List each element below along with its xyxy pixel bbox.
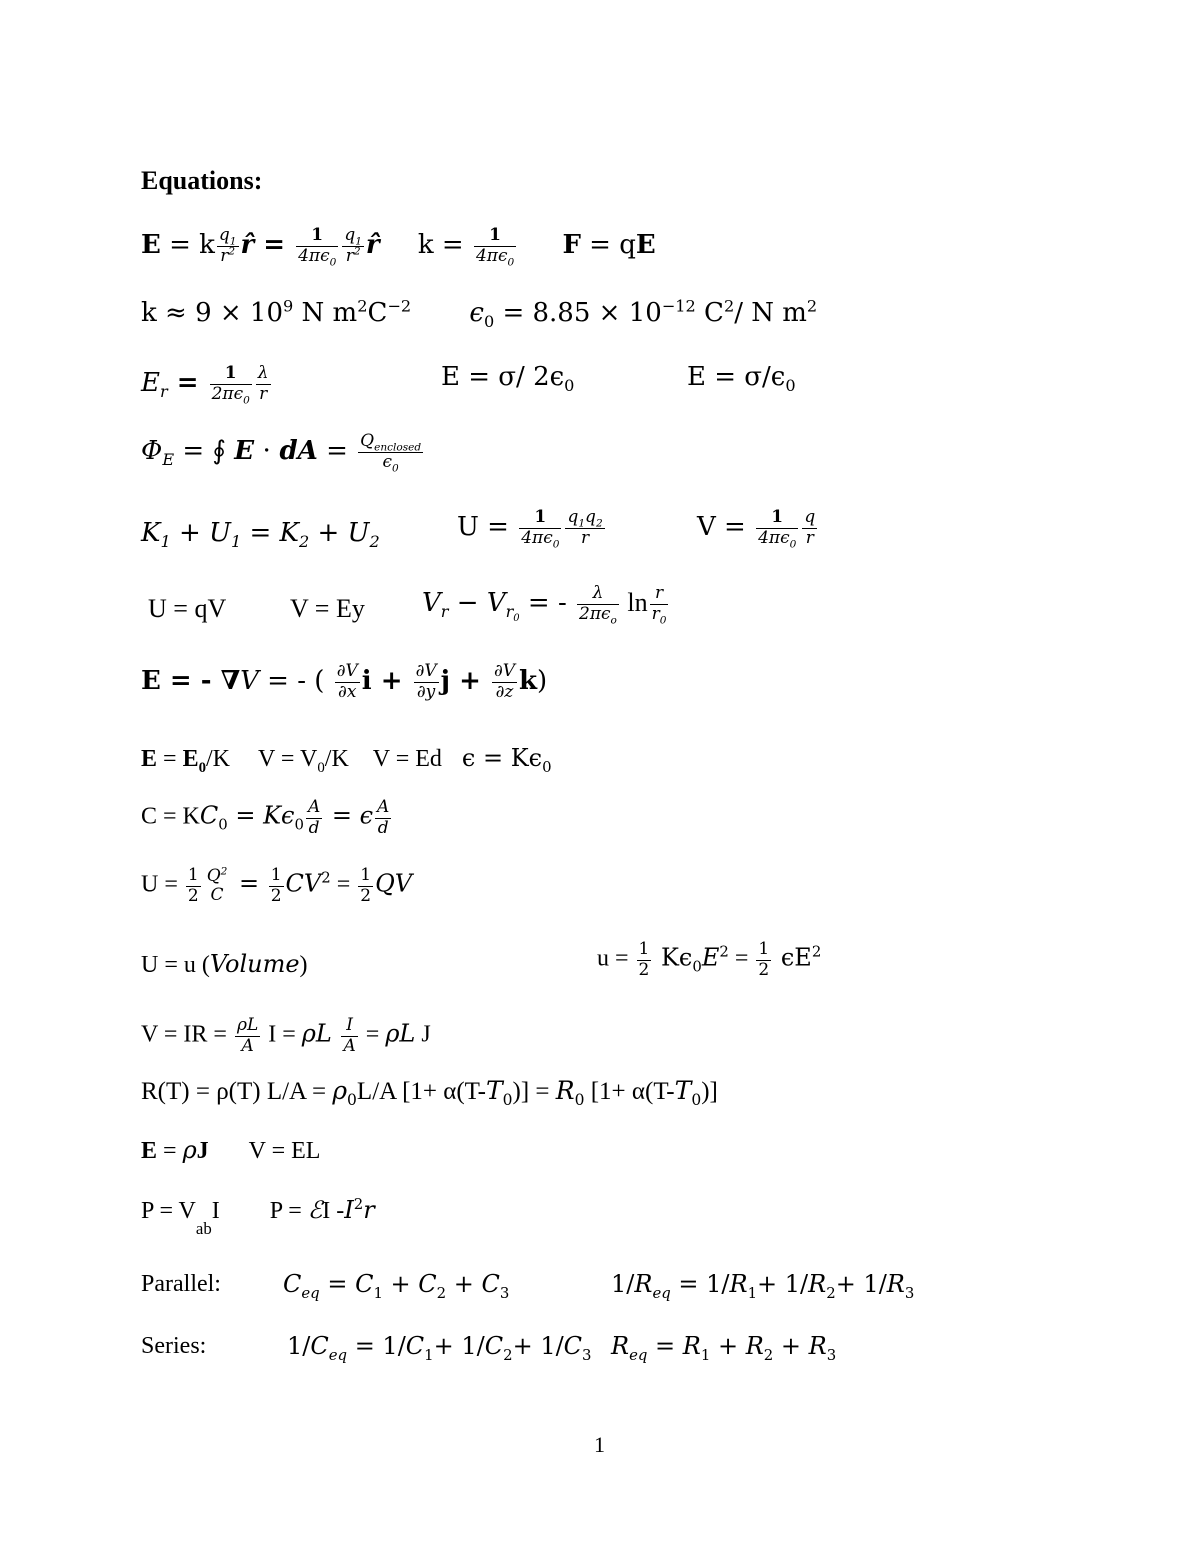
eq-text: =	[647, 1332, 683, 1360]
eq-text: + 1/	[433, 1332, 485, 1360]
eq-text: )	[299, 952, 308, 978]
eq-text: +	[170, 518, 210, 548]
equation-gauss	[141, 432, 425, 482]
eq-text: = - (	[258, 666, 333, 697]
eq-text: A	[307, 797, 321, 817]
eq-text: E	[141, 1138, 158, 1164]
eq-text: eq	[328, 1345, 348, 1364]
eq-text: q	[567, 507, 579, 527]
fraction	[205, 864, 230, 906]
fraction	[306, 798, 322, 838]
eq-text: C	[695, 298, 724, 328]
eq-text: 3	[826, 1345, 837, 1364]
eq-text: =	[157, 746, 183, 772]
equation-current-density	[141, 1138, 320, 1163]
eq-text: 1	[424, 1345, 434, 1364]
eq-text: = ∮	[174, 436, 235, 467]
eq-text: q	[585, 507, 596, 527]
eq-text: U = u (	[141, 952, 210, 978]
eq-text: q	[218, 225, 230, 245]
eq-text: T	[485, 1076, 503, 1105]
eq-text: =	[241, 518, 280, 548]
eq-text: 3	[582, 1345, 592, 1364]
fraction	[802, 508, 817, 548]
equation-constants	[141, 296, 818, 332]
eq-text: 3	[499, 1283, 510, 1302]
eq-text: 0	[317, 759, 325, 776]
eq-text: 1	[373, 1283, 383, 1302]
eq-text: 2	[220, 864, 228, 877]
eq-text: r	[580, 527, 590, 548]
eq-text: 2	[298, 532, 310, 552]
eq-text: [1+ α(T-	[584, 1078, 675, 1105]
eq-text: i	[361, 666, 372, 697]
eq-text: A	[377, 797, 390, 817]
eq-text: =	[167, 368, 208, 399]
eq-text: R	[729, 1270, 748, 1298]
fraction	[756, 940, 771, 980]
eq-text: ρL	[301, 1019, 340, 1048]
eq-text: I	[344, 1196, 354, 1224]
eq-text: q	[804, 507, 816, 527]
eq-text: 0	[347, 1091, 357, 1109]
eq-text: λ	[257, 363, 269, 383]
eq-text: 1	[474, 226, 516, 247]
eq-text: =	[330, 871, 357, 898]
eq-text: =	[728, 945, 755, 972]
equation-cap-energy	[141, 866, 412, 916]
eq-text: E	[141, 368, 160, 399]
eq-text: ρ	[182, 1136, 197, 1164]
eq-text: d	[308, 817, 320, 838]
eq-text: C	[484, 1332, 504, 1360]
equation-capacitance	[141, 798, 393, 848]
eq-text: +	[773, 1332, 809, 1360]
eq-text: P =	[269, 1198, 308, 1224]
eq-text: V = IR =	[141, 1021, 233, 1048]
eq-text: 2	[353, 244, 361, 257]
eq-text: ln	[620, 588, 648, 618]
eq-text: k =	[417, 230, 472, 261]
eq-text: R	[808, 1332, 827, 1360]
eq-text: r̂	[365, 230, 380, 261]
eq-text: E	[635, 230, 656, 261]
equation-coulomb	[141, 226, 656, 276]
eq-text: =	[324, 801, 360, 830]
eq-text: r	[159, 382, 168, 402]
fraction	[756, 508, 798, 548]
eq-text: 1	[519, 508, 561, 529]
eq-text: ∂V	[336, 661, 358, 681]
equation-resistance	[141, 1076, 718, 1109]
eq-text: C	[310, 1332, 329, 1360]
fraction	[217, 226, 239, 266]
eq-text: =	[319, 1270, 356, 1298]
eq-text: Φ	[141, 436, 163, 467]
fraction	[342, 226, 364, 266]
eq-text: QV	[375, 869, 413, 898]
eq-text: 3	[904, 1283, 915, 1302]
eq-text: = 8.85 × 10	[494, 298, 662, 328]
eq-text: enclosed	[374, 441, 422, 454]
eq-text: C	[199, 801, 219, 830]
eq-text: 1	[187, 865, 199, 885]
eq-text: 0	[574, 1091, 585, 1109]
eq-text: 1	[355, 235, 362, 248]
eq-text: 2	[595, 517, 603, 530]
fraction	[186, 866, 201, 906]
eq-text: Q	[360, 431, 375, 451]
fraction	[492, 662, 517, 702]
eq-text: eq	[629, 1345, 648, 1364]
eq-text: N m	[293, 298, 358, 328]
eq-text: 0	[507, 255, 515, 268]
eq-text: ϵE	[773, 943, 812, 972]
fraction	[565, 508, 604, 548]
eq-text: )]	[701, 1078, 718, 1105]
fraction	[375, 798, 391, 838]
eq-text: r	[440, 602, 449, 622]
eq-text: d	[377, 817, 389, 838]
eq-text: 0	[542, 757, 552, 776]
eq-text: R	[682, 1332, 701, 1360]
fraction	[210, 364, 252, 404]
eq-text: + 1/	[835, 1270, 887, 1298]
eq-text: r	[220, 245, 229, 266]
eq-text: eq	[652, 1283, 671, 1302]
eq-text: 2	[360, 885, 372, 906]
eq-text: u =	[597, 945, 635, 972]
eq-text: P = V	[141, 1198, 196, 1224]
eq-text: r	[651, 603, 660, 624]
eq-text: F	[562, 230, 581, 261]
eq-text: U	[209, 518, 231, 548]
eq-text: =	[359, 1021, 386, 1048]
eq-text: E = σ/ 2ϵ	[441, 362, 565, 392]
eq-text: )	[537, 666, 548, 697]
eq-text: /K	[324, 746, 349, 772]
eq-text: =	[317, 436, 357, 467]
eq-text: = -	[160, 666, 221, 697]
eq-text: Kϵ	[653, 943, 693, 972]
eq-text: C	[405, 1332, 425, 1360]
eq-text: 0	[243, 393, 250, 406]
eq-text: C	[355, 1270, 374, 1298]
eq-text: 1	[747, 1283, 758, 1302]
equation-ohm	[141, 1016, 431, 1066]
eq-text: k ≈ 9 × 10	[141, 298, 284, 328]
eq-text: = 1/	[670, 1270, 730, 1298]
eq-text: Kϵ	[263, 801, 295, 830]
eq-text: C	[418, 1270, 437, 1298]
eq-text: K	[141, 518, 161, 548]
eq-text: 1	[296, 226, 338, 247]
eq-text: =	[254, 230, 295, 261]
eq-text: 4πϵ	[298, 245, 330, 266]
eq-text: +	[446, 1270, 482, 1298]
eq-text: V	[422, 588, 441, 619]
fraction	[577, 584, 619, 624]
eq-text: R	[886, 1270, 905, 1298]
eq-text: 0	[198, 759, 207, 776]
eq-text: 1/	[287, 1332, 311, 1360]
eq-text: 0	[692, 957, 702, 976]
eq-text: R	[555, 1076, 575, 1105]
eq-text: 2	[811, 942, 822, 961]
fraction	[519, 508, 561, 548]
eq-text: E	[141, 230, 161, 261]
eq-text: j	[440, 666, 451, 697]
eq-text: 0	[552, 537, 560, 550]
eq-text: V	[240, 666, 259, 697]
eq-text: 4πϵ	[758, 527, 790, 548]
eq-text: r	[259, 383, 268, 404]
eq-text: r	[805, 527, 814, 548]
eq-text: 2	[369, 532, 380, 552]
eq-text: 2	[503, 1345, 513, 1364]
eq-text: 1	[270, 865, 282, 885]
eq-text: U =	[141, 871, 184, 898]
eq-text: 2	[723, 296, 735, 316]
eq-text: R	[745, 1332, 764, 1360]
eq-text: K	[279, 518, 299, 548]
eq-text: / N m	[734, 298, 807, 328]
eq-text: eq	[301, 1283, 320, 1302]
eq-text: = k	[160, 230, 215, 261]
eq-text: )] =	[512, 1078, 556, 1105]
eq-text: ∂z	[495, 681, 514, 702]
eq-text: ∂x	[338, 681, 357, 702]
eq-text: 0	[483, 312, 495, 332]
eq-text: R(T) = ρ(T) L/A =	[141, 1078, 333, 1105]
fraction	[358, 866, 373, 906]
fraction	[341, 1016, 357, 1056]
eq-text: U = qV	[148, 594, 227, 623]
eq-text: CV	[285, 869, 322, 898]
eq-text: T	[674, 1076, 692, 1105]
eq-text: 1	[578, 517, 586, 530]
heading: Equations:	[141, 166, 263, 195]
eq-text: 0	[329, 255, 337, 268]
eq-text: Series:	[141, 1333, 207, 1359]
eq-text: = -	[519, 588, 576, 619]
eq-text: 2	[270, 885, 282, 906]
eq-text: E	[234, 436, 255, 467]
eq-text: ℰ	[307, 1196, 323, 1224]
eq-text: r	[363, 1196, 375, 1224]
eq-text: 4πϵ	[521, 527, 553, 548]
eq-text: ab	[195, 1218, 212, 1238]
eq-text: V = EL	[248, 1138, 321, 1164]
eq-text: 2πϵ	[579, 603, 611, 624]
equation-dielectric	[141, 744, 552, 776]
eq-text: /K	[206, 746, 231, 772]
eq-text: 2	[758, 959, 770, 980]
page-number: 1	[594, 1432, 605, 1457]
eq-text: ϵ	[359, 801, 374, 830]
eq-text: 1	[230, 532, 242, 552]
eq-text: C	[283, 1270, 302, 1298]
eq-text: I -	[322, 1198, 345, 1224]
eq-text: 2	[806, 296, 818, 316]
eq-text: 1	[360, 865, 372, 885]
eq-text: E	[141, 666, 161, 697]
fraction	[256, 364, 271, 404]
eq-text: V	[486, 588, 506, 619]
eq-text: Q	[206, 865, 221, 886]
eq-text: I	[341, 1016, 357, 1037]
eq-text: C = K	[141, 803, 200, 830]
eq-text: A	[241, 1035, 254, 1056]
eq-text: −	[448, 588, 487, 619]
eq-text: 1	[638, 939, 650, 959]
eq-text: 2	[638, 959, 650, 980]
eq-text: U	[347, 518, 370, 548]
eq-text: 0	[691, 1091, 702, 1109]
eq-text: U =	[457, 512, 518, 543]
eq-text: 0	[513, 613, 520, 625]
eq-text: V = Ey	[290, 594, 365, 623]
eq-text: 0	[502, 1091, 513, 1109]
eq-text: J	[415, 1021, 431, 1048]
eq-text: R	[808, 1270, 827, 1298]
eq-text: = q	[580, 230, 636, 261]
eq-text: r	[505, 602, 514, 622]
eq-text: +	[371, 666, 412, 697]
eq-text: −12	[661, 296, 696, 316]
eq-text: R	[611, 1332, 630, 1360]
eq-text: ϵ	[382, 451, 393, 472]
eq-text: V =	[697, 512, 755, 543]
eq-text: C	[563, 1332, 583, 1360]
eq-text: 1	[210, 364, 252, 385]
eq-text: r̂	[240, 230, 255, 261]
eq-text: 0	[392, 461, 399, 474]
fraction	[269, 866, 284, 906]
eq-text: V = Ed	[372, 746, 442, 772]
eq-text: 9	[283, 296, 294, 316]
equation-gradient	[141, 662, 547, 712]
eq-text: o	[610, 613, 617, 626]
eq-text: ∂V	[415, 661, 437, 681]
eq-text: V = V	[258, 746, 318, 772]
eq-text: J	[196, 1138, 209, 1164]
eq-text: I	[211, 1198, 220, 1224]
eq-text: 2	[357, 296, 368, 316]
eq-text: +	[382, 1270, 419, 1298]
eq-text: E = σ/ϵ	[687, 362, 786, 392]
eq-text: ρL	[385, 1019, 416, 1048]
fraction	[235, 1016, 260, 1056]
eq-text: +	[309, 518, 348, 548]
eq-text: E	[182, 746, 199, 772]
eq-text: 1	[229, 235, 237, 248]
eq-text: + 1/	[512, 1332, 564, 1360]
eq-text: =	[157, 1138, 183, 1164]
eq-text: ∇	[220, 666, 241, 697]
eq-text: 0	[785, 376, 796, 396]
eq-text: r	[345, 245, 354, 266]
fraction	[474, 226, 516, 266]
eq-text: 1/	[611, 1270, 635, 1298]
eq-text: 2	[826, 1283, 836, 1302]
eq-text: Parallel:	[141, 1271, 221, 1297]
eq-text: +	[710, 1332, 746, 1360]
eq-text: 0	[564, 376, 575, 396]
eq-text: k	[519, 666, 538, 697]
eq-text: 0	[218, 815, 228, 834]
fraction	[296, 226, 338, 266]
fraction	[358, 432, 423, 472]
eq-text: 2	[353, 1195, 364, 1213]
eq-text: E	[701, 943, 720, 972]
eq-text: E	[162, 450, 175, 470]
eq-text: 2	[436, 1283, 447, 1302]
eq-text: 1	[700, 1345, 711, 1364]
eq-text: 2	[228, 244, 236, 257]
eq-text: 0	[294, 815, 304, 834]
eq-text: ϵ = Kϵ	[461, 744, 543, 772]
eq-text: 2πϵ	[211, 383, 244, 404]
equation-power	[141, 1195, 375, 1238]
eq-text: = 1/	[347, 1332, 406, 1360]
eq-text: r	[650, 584, 669, 605]
eq-text: C	[367, 298, 388, 328]
eq-text: ⋅	[254, 436, 280, 467]
eq-text: +	[450, 666, 490, 697]
eq-text: ∂y	[416, 681, 436, 702]
eq-text: λ	[577, 584, 619, 605]
eq-text: C	[210, 885, 224, 906]
eq-text: 2	[719, 942, 729, 961]
fraction	[650, 584, 669, 624]
eq-text: 0	[789, 537, 797, 550]
eq-text: I =	[262, 1021, 302, 1048]
eq-text: + 1/	[757, 1270, 809, 1298]
eq-text: ∂V	[493, 661, 516, 681]
eq-text: ρ	[332, 1076, 348, 1105]
eq-text: dA	[279, 436, 318, 467]
fraction	[335, 662, 360, 702]
eq-text: L/A [1+ α(T-	[356, 1078, 486, 1105]
eq-text: ρL	[236, 1015, 259, 1035]
eq-text: q	[344, 225, 356, 245]
fraction	[414, 662, 439, 702]
eq-text: 1	[758, 939, 770, 959]
eq-text: 1	[756, 508, 798, 529]
fraction	[637, 940, 652, 980]
eq-text: 0	[659, 613, 667, 626]
eq-text: −2	[387, 296, 412, 316]
eq-text: Volume	[209, 950, 300, 978]
eq-text: C	[481, 1270, 500, 1298]
eq-text: 2	[187, 885, 199, 906]
eq-text: =	[227, 801, 264, 830]
eq-text: E	[141, 746, 158, 772]
eq-text: 1	[160, 532, 171, 552]
eq-text: R	[634, 1270, 653, 1298]
eq-text: 2	[321, 868, 331, 887]
eq-text: 4πϵ	[475, 245, 508, 266]
eq-text: ϵ	[469, 298, 484, 328]
eq-text: 2	[763, 1345, 774, 1364]
eq-text: =	[231, 869, 267, 898]
eq-text: A	[343, 1035, 356, 1056]
